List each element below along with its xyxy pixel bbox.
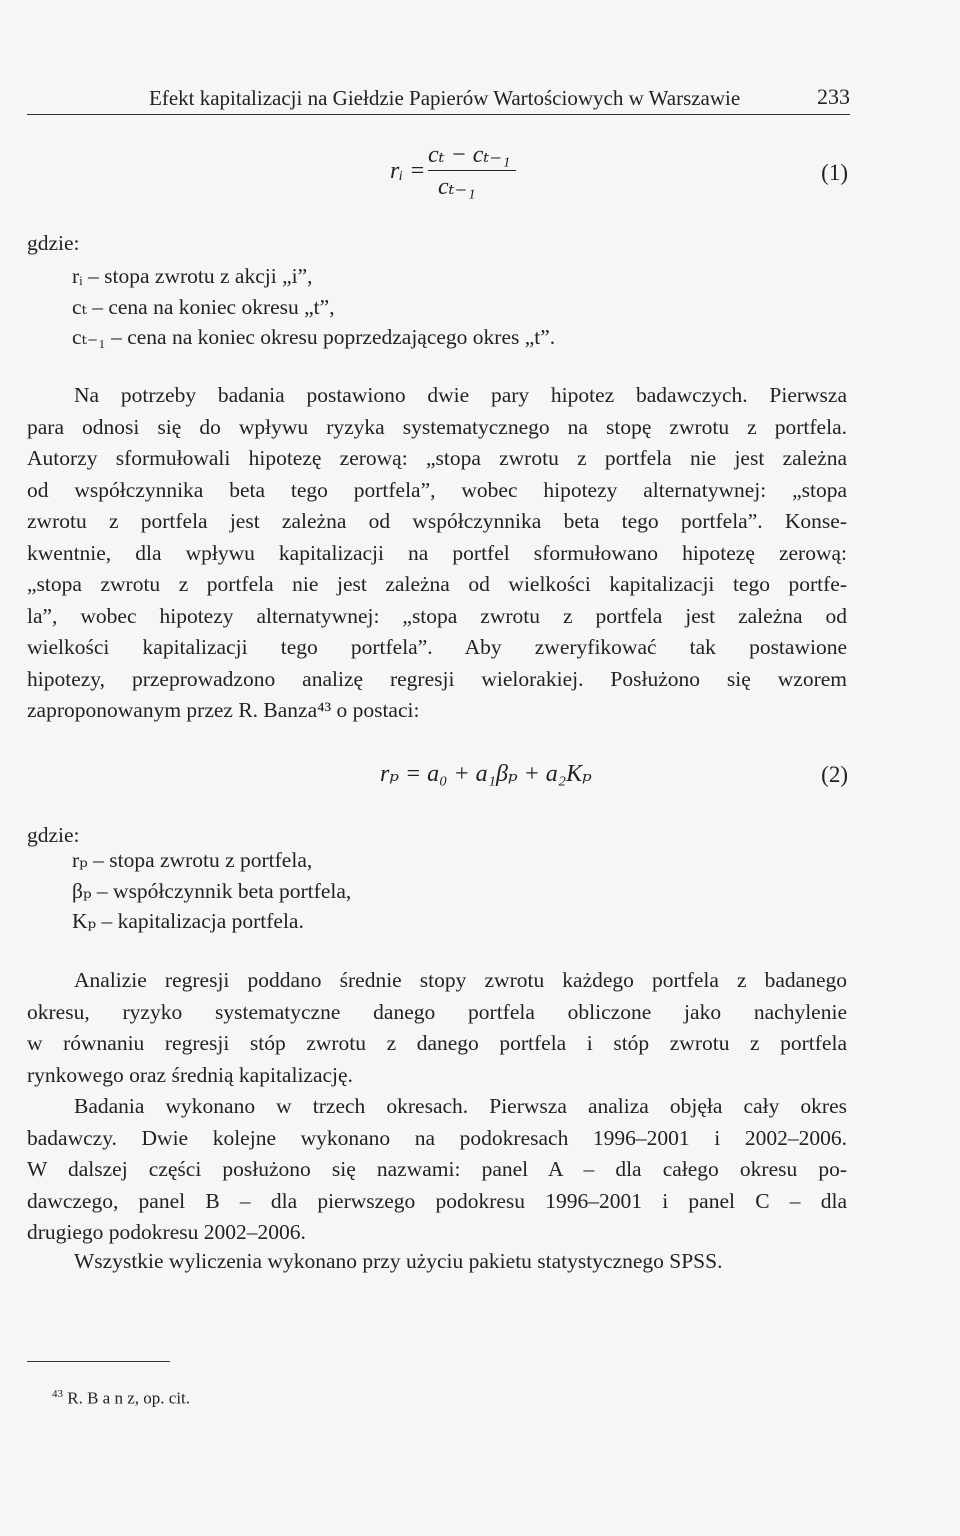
- text-line: dawczego, panel B – dla pierwszego podokresu 1996–2001 i panel C – dla: [27, 1188, 847, 1213]
- footnote-separator: [27, 1361, 170, 1362]
- text-line: zwrotu z portfela jest zależna od współczynnika beta tego portfela”. Konse-: [27, 509, 847, 533]
- text-line: Badania wykonano w trzech okresach. Pierwsza analiza objęła cały okres: [74, 1094, 847, 1118]
- text-line: Na potrzeby badania postawiono dwie pary hipotez badawczych. Pierwsza: [74, 383, 847, 407]
- defs2-item: Kₚ – kapitalizacja portfela.: [72, 909, 304, 933]
- defs1-heading: gdzie:: [27, 231, 80, 255]
- running-header: [27, 84, 850, 115]
- footnote-text: R. B a n z, op. cit.: [67, 1388, 191, 1408]
- equation-1-denominator: cₜ₋₁: [438, 174, 476, 200]
- footnote-marker: 43: [52, 1388, 63, 1400]
- equation-2-number: (2): [821, 762, 848, 787]
- equation-1-numerator: cₜ − cₜ₋₁: [428, 142, 511, 168]
- text-line: w równaniu regresji stóp zwrotu z danego portfela i stóp zwrotu z portfela: [27, 1031, 847, 1055]
- equation-1-lhs: rᵢ =: [390, 158, 426, 184]
- text-line: drugiego podokresu 2002–2006.: [27, 1220, 306, 1244]
- defs1-item: cₜ – cena na koniec okresu „t”,: [72, 295, 335, 319]
- text-line: badawczy. Dwie kolejne wykonano na podokresach 1996–2001 i 2002–2006.: [27, 1125, 847, 1150]
- equation-2: rₚ = a₀ + a₁βₚ + a₂Kₚ: [380, 761, 592, 787]
- defs1-item: cₜ₋₁ – cena na koniec okresu poprzedzającego okres „t”.: [72, 325, 556, 349]
- text-line: la”, wobec hipotezy alternatywnej: „stopa zwrotu z portfela jest zależna od: [27, 603, 847, 628]
- defs1-item: rᵢ – stopa zwrotu z akcji „i”,: [72, 264, 313, 288]
- paragraph-regression: [27, 965, 847, 1091]
- text-line: od współczynnika beta tego portfela”, wobec hipotezy alternatywnej: „stopa: [27, 477, 847, 502]
- text-line: kwentnie, dla wpływu kapitalizacji na portfel sformułowano hipotezę zerową:: [27, 540, 847, 565]
- text-line: wielkości kapitalizacji tego portfela”. Aby zweryfikować tak postawione: [27, 635, 847, 659]
- text-line: „stopa zwrotu z portfela nie jest zależna od wielkości kapitalizacji tego portfe-: [27, 572, 847, 596]
- text-line: Analizie regresji poddano średnie stopy zwrotu każdego portfela z badanego: [74, 968, 847, 992]
- paragraph-periods: [27, 1091, 847, 1249]
- text-line: okresu, ryzyko systematyczne danego portfela obliczone jako nachylenie: [27, 999, 847, 1024]
- page-number: 233: [817, 84, 850, 109]
- text-line: Wszystkie wyliczenia wykonano przy użyciu pakietu statystycznego SPSS.: [74, 1249, 723, 1273]
- text-line: rynkowego oraz średnią kapitalizację.: [27, 1062, 353, 1087]
- text-line: Autorzy sformułowali hipotezę zerową: „stopa zwrotu z portfela nie jest zależna: [27, 446, 847, 470]
- paragraph-hypotheses: [27, 380, 847, 727]
- paragraph-spss: [27, 1246, 847, 1278]
- text-line: hipotezy, przeprowadzono analizę regresji wielorakiej. Posłużono się wzorem: [27, 666, 847, 691]
- text-line: W dalszej części posłużono się nazwami: panel A – dla całego okresu po-: [27, 1157, 847, 1181]
- footnote: [52, 1388, 190, 1409]
- defs2-heading: gdzie:: [27, 823, 80, 847]
- equation-1-number: (1): [821, 160, 848, 185]
- equation-1: [390, 142, 530, 208]
- defs2-item: βₚ – współczynnik beta portfela,: [72, 879, 352, 903]
- text-line: zaproponowanym przez R. Banza⁴³ o postaci:: [27, 698, 420, 722]
- defs2-item: rₚ – stopa zwrotu z portfela,: [72, 848, 313, 872]
- fraction-bar: [428, 170, 516, 171]
- text-line: para odnosi się do wpływu ryzyka systematycznego na stopę zwrotu z portfela.: [27, 414, 847, 439]
- header-title: Efekt kapitalizacji na Giełdzie Papierów Wartościowych w Warszawie: [149, 86, 741, 110]
